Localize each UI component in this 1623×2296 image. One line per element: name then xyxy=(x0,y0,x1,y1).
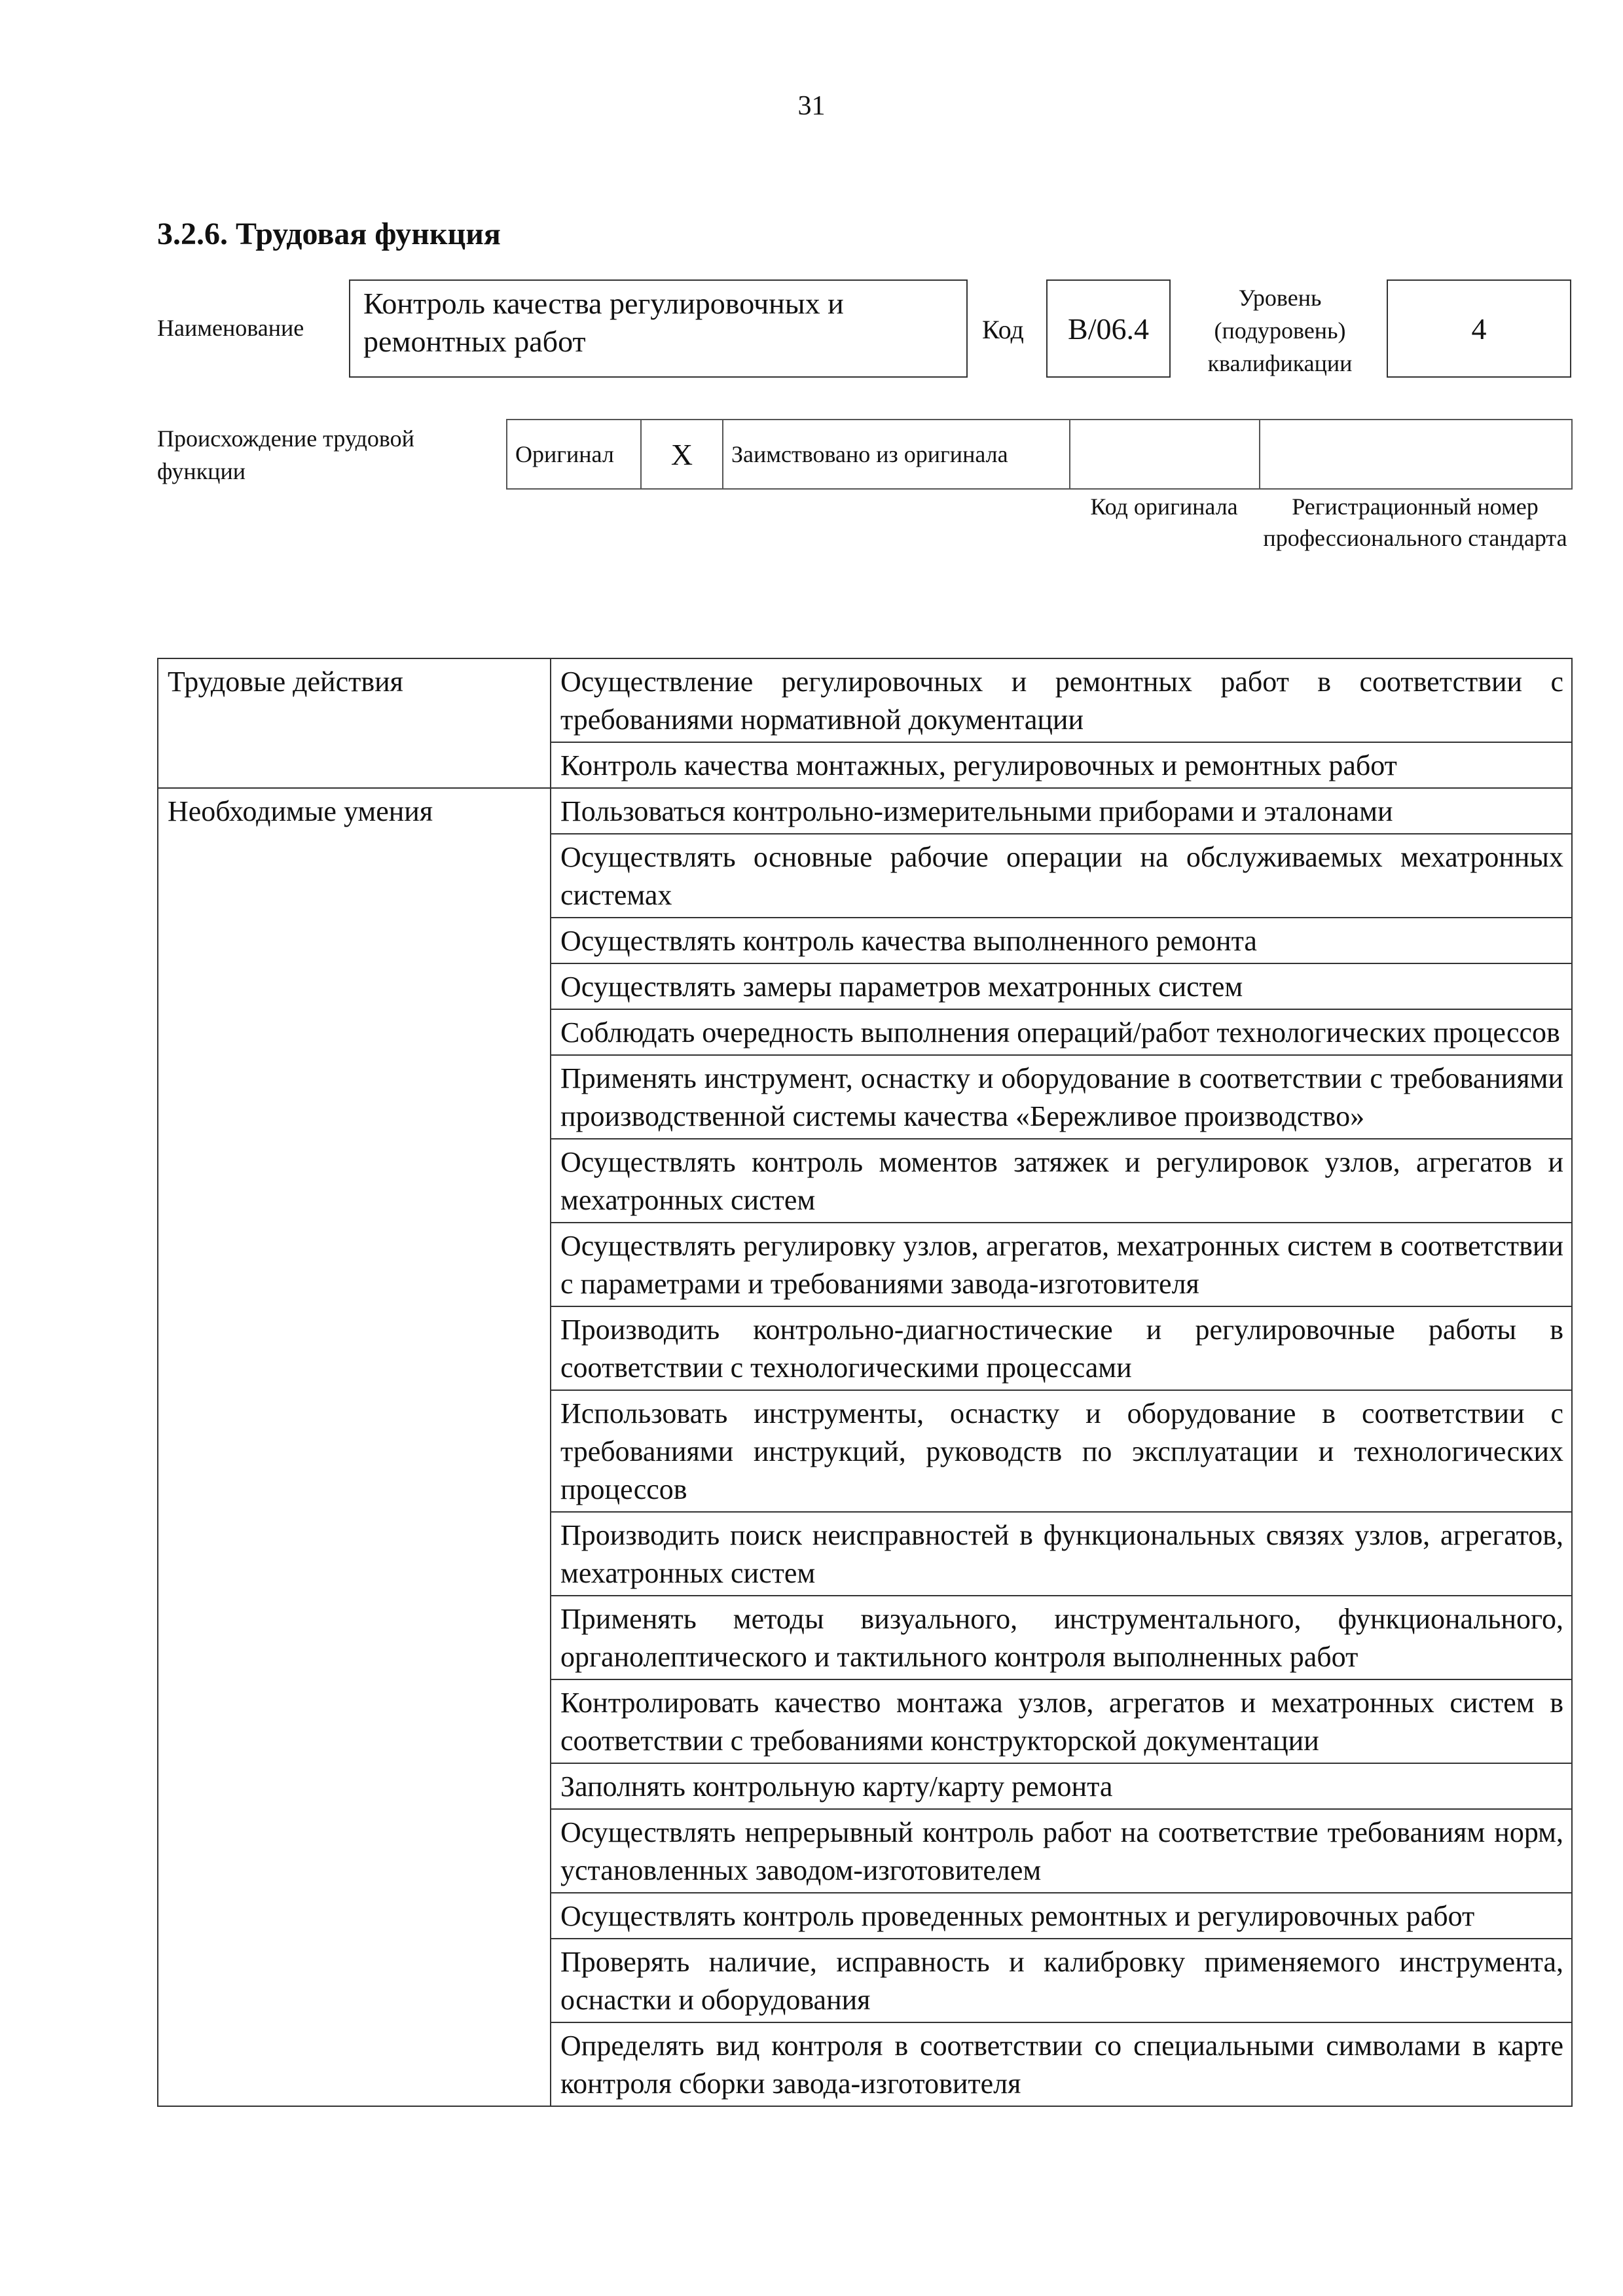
labor-actions-label-continued xyxy=(158,742,551,788)
page-number: 31 xyxy=(797,91,826,121)
skills-row xyxy=(158,1055,1572,1139)
skills-row xyxy=(158,1763,1572,1809)
name-label: Наименование xyxy=(157,315,304,341)
skills-row xyxy=(158,918,1572,963)
labor-actions-item: Контроль качества монтажных, регулировочных и ремонтных работ xyxy=(551,742,1572,788)
origin-label: Происхождение трудовой функции xyxy=(157,425,414,484)
skills-item: Осуществлять регулировку узлов, агрегатов, мехатронных систем в соответствии с параметрами и требованиями завода-изготовителя xyxy=(551,1223,1572,1306)
skills-row xyxy=(158,963,1572,1009)
skills-row xyxy=(158,2022,1572,2106)
skills-item: Осуществлять основные рабочие операции на обслуживаемых мехатронных системах xyxy=(551,834,1572,918)
registration-caption: Регистрационный номер профессионального стандарта xyxy=(1263,493,1567,551)
skills-row xyxy=(158,1139,1572,1223)
level-label: Уровень (подуровень) квалификации xyxy=(1207,285,1353,376)
name-value: Контроль качества регулировочных и ремонтных работ xyxy=(349,279,968,378)
original-code-cell xyxy=(1070,420,1260,489)
skills-row xyxy=(158,834,1572,918)
origin-table xyxy=(506,419,1573,490)
skills-item: Контролировать качество монтажа узлов, агрегатов и мехатронных систем в соответствии с требованиями конструкторской документации xyxy=(551,1679,1572,1763)
skills-item: Соблюдать очередность выполнения операций/работ технологических процессов xyxy=(551,1009,1572,1055)
borrowed-label: Заимствовано из оригинала xyxy=(723,420,1070,489)
skills-item: Использовать инструменты, оснастку и оборудование в соответствии с требованиями инструкций, руководств по эксплуатации и технологических процессов xyxy=(551,1390,1572,1512)
skills-label-continued xyxy=(158,834,551,918)
skills-row xyxy=(158,1809,1572,1893)
skills-item: Пользоваться контрольно-измерительными приборами и эталонами xyxy=(551,788,1572,834)
skills-label-continued xyxy=(158,1009,551,1055)
original-mark: X xyxy=(641,420,723,489)
skills-item: Применять инструмент, оснастку и оборудование в соответствии с требованиями производственной системы качества «Бережливое производство» xyxy=(551,1055,1572,1139)
skills-item: Заполнять контрольную карту/карту ремонта xyxy=(551,1763,1572,1809)
skills-row xyxy=(158,1223,1572,1306)
original-label: Оригинал xyxy=(507,420,641,489)
skills-label-continued xyxy=(158,1512,551,1596)
registration-number-cell xyxy=(1260,420,1572,489)
skills-item: Применять методы визуального, инструментального, функционального, органолептического и тактильного контроля выполненных работ xyxy=(551,1596,1572,1679)
labor-actions-row xyxy=(158,658,1572,742)
skills-item: Производить поиск неисправностей в функциональных связях узлов, агрегатов, мехатронных систем xyxy=(551,1512,1572,1596)
skills-label-continued xyxy=(158,1763,551,1809)
skills-label-continued xyxy=(158,1390,551,1512)
skills-item: Производить контрольно-диагностические и регулировочные работы в соответствии с технологическими процессами xyxy=(551,1306,1572,1390)
skills-label-continued xyxy=(158,1306,551,1390)
skills-row xyxy=(158,1512,1572,1596)
skills-label-continued xyxy=(158,1596,551,1679)
skills-item: Определять вид контроля в соответствии со специальными символами в карте контроля сборки завода-изготовителя xyxy=(551,2022,1572,2106)
skills-label-continued xyxy=(158,963,551,1009)
skills-label-continued xyxy=(158,2022,551,2106)
skills-row xyxy=(158,788,1572,834)
function-table xyxy=(157,658,1573,2107)
skills-item: Проверять наличие, исправность и калибровку применяемого инструмента, оснастки и оборудования xyxy=(551,1939,1572,2022)
skills-row xyxy=(158,1893,1572,1939)
skills-item: Осуществлять непрерывный контроль работ на соответствие требованиям норм, установленных заводом-изготовителем xyxy=(551,1809,1572,1893)
skills-row xyxy=(158,1939,1572,2022)
skills-label-continued xyxy=(158,1809,551,1893)
skills-label-continued xyxy=(158,1055,551,1139)
skills-item: Осуществлять контроль проведенных ремонтных и регулировочных работ xyxy=(551,1893,1572,1939)
skills-item: Осуществлять контроль качества выполненного ремонта xyxy=(551,918,1572,963)
labor-actions-row xyxy=(158,742,1572,788)
labor-actions-label: Трудовые действия xyxy=(158,658,551,742)
skills-label: Необходимые умения xyxy=(158,788,551,834)
skills-row xyxy=(158,1679,1572,1763)
code-caption: Код оригинала xyxy=(1090,493,1238,520)
skills-row xyxy=(158,1009,1572,1055)
skills-item: Осуществлять замеры параметров мехатронных систем xyxy=(551,963,1572,1009)
skills-row xyxy=(158,1390,1572,1512)
skills-label-continued xyxy=(158,1139,551,1223)
code-label: Код xyxy=(982,315,1024,344)
skills-item: Осуществлять контроль моментов затяжек и регулировок узлов, агрегатов и мехатронных систем xyxy=(551,1139,1572,1223)
skills-label-continued xyxy=(158,918,551,963)
skills-row xyxy=(158,1306,1572,1390)
section-title: 3.2.6. Трудовая функция xyxy=(157,217,501,251)
skills-label-continued xyxy=(158,1679,551,1763)
skills-label-continued xyxy=(158,1223,551,1306)
code-value: B/06.4 xyxy=(1046,279,1171,378)
level-value: 4 xyxy=(1387,279,1571,378)
labor-actions-item: Осуществление регулировочных и ремонтных работ в соответствии с требованиями нормативной документации xyxy=(551,658,1572,742)
skills-row xyxy=(158,1596,1572,1679)
skills-label-continued xyxy=(158,1893,551,1939)
skills-label-continued xyxy=(158,1939,551,2022)
